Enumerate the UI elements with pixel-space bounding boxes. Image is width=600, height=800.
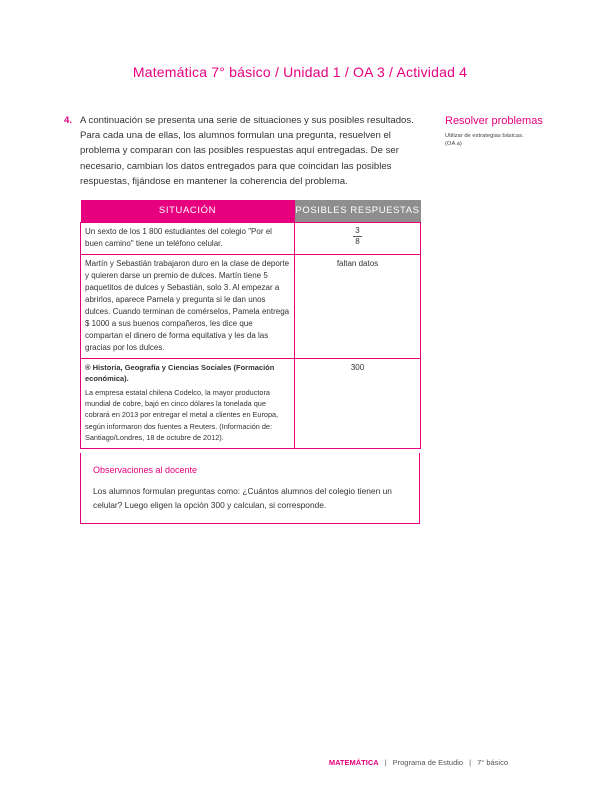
table-header-row <box>81 200 421 222</box>
situation-text: La empresa estatal chilena Codelco, la mayor productora mundial de cobre, bajó en cinco dólares la tonelada que cobrará en 2013 por entregar el metal a clientes en Europa, según informaron dos fuentes a Reuters. (Información de: Santiago/Londres, 18 de octubre de 2012). <box>85 387 279 443</box>
side-note-subtitle: Utilizar de estrategias básicas. (OA a) <box>445 133 524 147</box>
footer-separator-2: | <box>469 758 472 767</box>
situation-cell <box>81 358 295 448</box>
situation-cell: Un sexto de los 1 800 estudiantes del colegio "Por el buen camino" tiene un teléfono celular. <box>81 222 295 254</box>
page-title: Matemática 7° básico / Unidad 1 / OA 3 / Actividad 4 <box>132 64 468 80</box>
situations-table <box>80 200 421 449</box>
question-text: A continuación se presenta una serie de situaciones y sus posibles resultados. Para cada una de ellas, los alumnos formulan una pregunta, resuelven el problema y comparan con las posibles respuestas aquí entregadas. De ser necesario, cambian los datos entregados para que coincidan las posibles respuestas, fijándose en mantener la coherencia del problema. <box>80 115 414 187</box>
table-row <box>81 254 421 358</box>
teacher-notes-box <box>80 453 420 524</box>
footer-grade: 7° básico <box>477 758 508 767</box>
table-row <box>81 222 421 254</box>
footer-brand: MATEMÁTICA <box>328 758 379 767</box>
fraction <box>353 226 361 247</box>
teacher-notes-title: Observaciones al docente <box>93 465 198 475</box>
fraction-denominator: 8 <box>355 236 360 246</box>
question-block <box>64 113 416 189</box>
subject-label: ® Historia, Geografía y Ciencias Sociales (Formación económica). <box>85 362 275 383</box>
table-row <box>81 358 421 448</box>
question-number: 4. <box>64 115 73 126</box>
response-cell: 300 <box>295 358 421 448</box>
side-note-title: Resolver problemas <box>445 115 543 127</box>
teacher-notes-text: Los alumnos formulan preguntas como: ¿Cuántos alumnos del colegio tienen un celular? Luego eligen la opción 300 y calculan, si corresponde. <box>93 486 392 510</box>
response-cell <box>295 222 421 254</box>
header-situacion: SITUACIÓN <box>81 200 295 222</box>
side-note <box>445 115 565 148</box>
page-footer <box>329 758 508 767</box>
fraction-numerator: 3 <box>355 225 360 235</box>
footer-separator: | <box>384 758 387 767</box>
situation-cell: Martín y Sebastián trabajaron duro en la clase de deporte y quieren darse un premio de dulces. Martín tiene 5 paquetitos de dulces y Sebastián, solo 3. Al empezar a abrirlos, aparece Pamela y pregunta si le dan unos dulces. Cuando terminan de comérselos, Pamela entrega $ 1000 a sus buenos compañeros, les dice que compartan el dinero de forma equitativa y les da las gracias por los dulces. <box>81 254 295 358</box>
footer-program: Programa de Estudio <box>392 758 464 767</box>
response-cell: faltan datos <box>295 254 421 358</box>
header-respuestas: POSIBLES RESPUESTAS <box>295 200 421 222</box>
